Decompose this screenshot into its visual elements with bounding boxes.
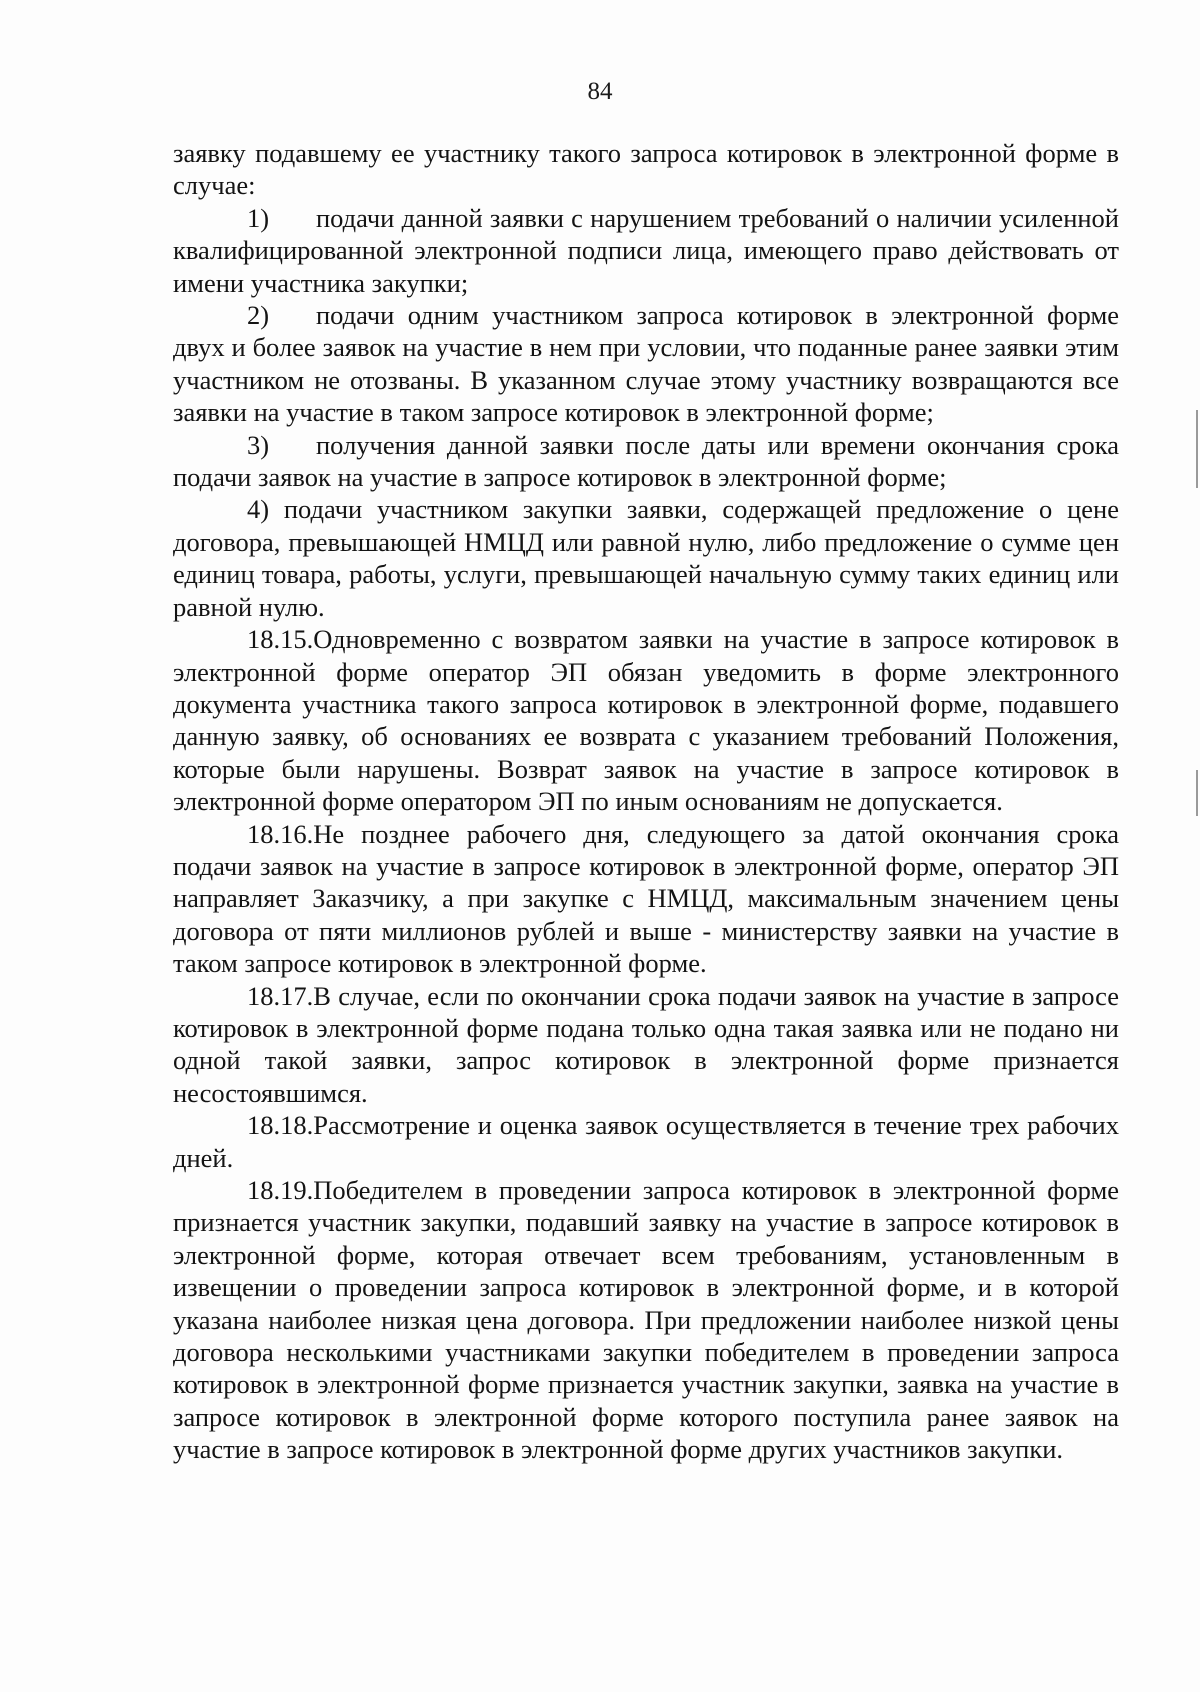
clause-18-16 — [173, 818, 1119, 980]
paragraph-text: подачи данной заявки с нарушением требований о наличии усиленной квалифицированной электронной подписи лица, имеющего право действовать от имени участника закупки; — [173, 202, 1119, 298]
paragraph-text: 18.17.В случае, если по окончании срока подачи заявок на участие в запросе котировок в электронной форме подана только одна такая заявка или не подано ни одной такой заявки, запрос котировок в электронной форме признается несостоявшимся. — [173, 980, 1119, 1108]
document-body — [173, 137, 1119, 1466]
list-item-3 — [173, 429, 1119, 494]
paragraph-continuation — [173, 137, 1119, 202]
list-number: 1) — [247, 202, 270, 233]
paragraph-text: 4) подачи участником закупки заявки, содержащей предложение о цене договора, превышающей НМЦД или равной нулю, либо предложение о сумме цен единиц товара, работы, услуги, превышающей начальную сумму таких единиц или равной нулю. — [173, 494, 1119, 622]
clause-18-15 — [173, 623, 1119, 817]
clause-18-18 — [173, 1109, 1119, 1174]
list-item-4 — [173, 493, 1119, 623]
list-item-2 — [173, 299, 1119, 429]
clause-18-19 — [173, 1174, 1119, 1466]
paragraph-text: заявку подавшему ее участнику такого запроса котировок в электронной форме в случае: — [173, 138, 1119, 201]
clause-18-17 — [173, 980, 1119, 1110]
scan-edge-mark — [1196, 770, 1198, 816]
paragraph-text: 18.16.Не позднее рабочего дня, следующего за датой окончания срока подачи заявок на участие в запросе котировок в электронной форме, оператор ЭП направляет Заказчику, а при закупке с НМЦД, максимальным значением цены договора от пяти миллионов рублей и выше - министерству заявки на участие в таком запросе котировок в электронной форме. — [173, 818, 1119, 979]
scan-edge-mark — [1196, 410, 1198, 488]
paragraph-text: подачи одним участником запроса котировок в электронной форме двух и более заявок на участие в нем при условии, что поданные ранее заявки этим участником не отозваны. В указанном случае этому участнику возвращаются все заявки на участие в таком запросе котировок в электронной форме; — [173, 300, 1119, 428]
list-number: 3) — [247, 429, 270, 460]
paragraph-text: 18.18.Рассмотрение и оценка заявок осуществляется в течение трех рабочих дней. — [173, 1110, 1119, 1173]
paragraph-text: 18.19.Победителем в проведении запроса котировок в электронной форме признается участник закупки, подавший заявку на участие в запросе котировок в электронной форме, которая отвечает всем требованиям, установленным в извещении о проведении запроса котировок в электронной форме, и в которой указана наиболее низкая цена договора. При предложении наиболее низкой цены договора несколькими участниками закупки победителем в проведении запроса котировок в электронной форме признается участник закупки, заявка на участие в запросе котировок в электронной форме которого поступила ранее заявок на участие в запросе котировок в электронной форме других участников закупки. — [173, 1175, 1119, 1465]
list-number: 2) — [247, 300, 270, 331]
paragraph-text: получения данной заявки после даты или времени окончания срока подачи заявок на участие в запросе котировок в электронной форме; — [173, 429, 1119, 493]
page-number: 84 — [587, 78, 613, 105]
paragraph-text: 18.15.Одновременно с возвратом заявки на участие в запросе котировок в электронной форме оператор ЭП обязан уведомить в форме электронного документа участника такого запроса котировок в электронной форме, подавшего данную заявку, об основаниях ее возврата с указанием требований Положения, которые были нарушены. Возврат заявок на участие в запросе котировок в электронной форме оператором ЭП по иным основаниям не допускается. — [173, 624, 1119, 817]
list-item-1 — [173, 202, 1119, 299]
